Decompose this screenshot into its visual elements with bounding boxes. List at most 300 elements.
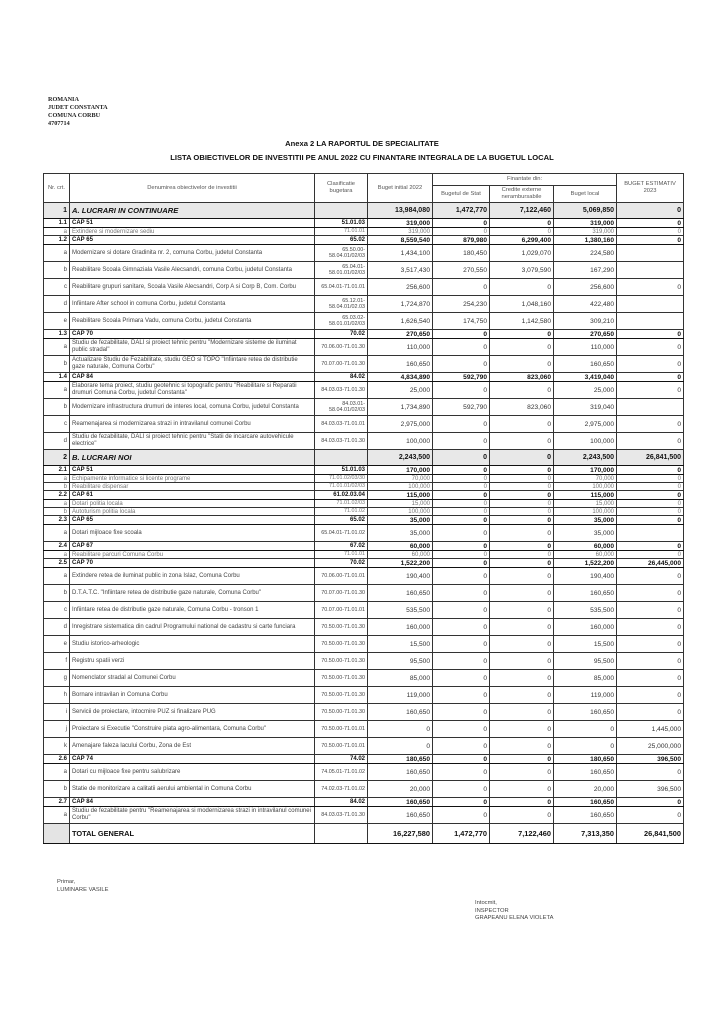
prepared-name: GRAPEANU ELENA VIOLETA (475, 915, 554, 921)
row-local-budget: 256,600 (554, 279, 617, 296)
row-local-budget: 15,000 (554, 500, 617, 508)
row-initial-budget: 85,000 (368, 670, 433, 687)
row-name: CAP 67 (70, 542, 315, 551)
row-classification: 65.04.01-71.01.02 (315, 525, 368, 542)
row-name: CAP 70 (70, 559, 315, 568)
row-estimated-budget: 0 (617, 542, 684, 551)
row-external-credits: 0 (490, 704, 554, 721)
row-initial-budget: 25,000 (368, 382, 433, 399)
row-classification: 65.03.02-58.01.01/02/03 (315, 313, 368, 330)
row-name: Dotari mijloace fixe scoala (70, 525, 315, 542)
row-name: Studiu de fezabilitate, DALI si proiect tehnic pentru "Modernizare sisteme de iluminat public stradal" (70, 339, 315, 356)
row-name: CAP 61 (70, 491, 315, 500)
row-name: Modernizare si dotare Gradinita nr. 2, comuna Corbu, judetul Constanta (70, 245, 315, 262)
row-estimated-budget (617, 296, 684, 313)
row-initial-budget: 0 (368, 738, 433, 755)
row-estimated-budget: 0 (617, 228, 684, 236)
row-state-budget: 1,472,770 (433, 203, 490, 219)
document-header (48, 96, 108, 128)
row-initial-budget: 35,000 (368, 525, 433, 542)
row-state-budget: 592,790 (433, 373, 490, 382)
row-state-budget: 0 (433, 559, 490, 568)
row-estimated-budget: 0 (617, 500, 684, 508)
row-external-credits: 0 (490, 339, 554, 356)
table-row (44, 483, 684, 491)
row-name: Registru spatii verzi (70, 653, 315, 670)
row-initial-budget: 70,000 (368, 475, 433, 483)
row-initial-budget: 319,000 (368, 228, 433, 236)
row-estimated-budget (617, 525, 684, 542)
table-row (44, 653, 684, 670)
row-name: Modernizare infrastructura drumuri de interes local, comuna Corbu, judetul Constanta (70, 399, 315, 416)
row-external-credits: 0 (490, 330, 554, 339)
table-row (44, 738, 684, 755)
prepared-label: Intocmit, (475, 900, 497, 906)
row-initial-budget: 1,434,100 (368, 245, 433, 262)
row-state-budget: 0 (433, 228, 490, 236)
row-number: 2.7 (44, 798, 70, 807)
row-classification: 74.02.03-71.01.02 (315, 781, 368, 798)
row-estimated-budget: 0 (617, 764, 684, 781)
row-classification: 67.02 (315, 542, 368, 551)
header-estimated-budget: BUGET ESTIMATIV 2023 (617, 174, 684, 203)
row-external-credits: 0 (490, 356, 554, 373)
mayor-name: LUMINARE VASILE (57, 886, 109, 893)
header-state-budget: Bugetul de Stat (433, 186, 490, 203)
row-classification: 70.50.00-71.01.30 (315, 670, 368, 687)
row-classification: 84.03.01-58.04.01/02/03 (315, 399, 368, 416)
row-external-credits: 0 (490, 228, 554, 236)
row-estimated-budget: 0 (617, 653, 684, 670)
country: ROMANIA (48, 96, 79, 103)
row-number: 2 (44, 450, 70, 466)
row-external-credits: 0 (490, 475, 554, 483)
row-local-budget: 15,500 (554, 636, 617, 653)
row-initial-budget: 2,975,000 (368, 416, 433, 433)
commune: COMUNA CORBU (48, 112, 101, 119)
row-number: b (44, 356, 70, 373)
row-number: j (44, 721, 70, 738)
row-local-budget: 95,500 (554, 653, 617, 670)
row-state-budget: 592,790 (433, 399, 490, 416)
row-classification: 70.50.00-71.01.30 (315, 704, 368, 721)
row-local-budget: 115,000 (554, 491, 617, 500)
row-external-credits: 6,299,400 (490, 236, 554, 245)
row-name: A. LUCRARI IN CONTINUARE (70, 203, 315, 219)
row-estimated-budget: 26,841,500 (617, 450, 684, 466)
row-state-budget: 0 (433, 602, 490, 619)
row-state-budget: 270,550 (433, 262, 490, 279)
row-local-budget: 2,975,000 (554, 416, 617, 433)
prepared-by-signature (475, 900, 554, 923)
row-external-credits: 0 (490, 466, 554, 475)
row-estimated-budget: 0 (617, 636, 684, 653)
row-initial-budget: 0 (368, 721, 433, 738)
row-external-credits: 0 (490, 508, 554, 516)
row-local-budget: 309,210 (554, 313, 617, 330)
row-initial-budget: 35,000 (368, 516, 433, 525)
row-classification: 65.04.01-58.01.01/02/03 (315, 262, 368, 279)
row-external-credits: 0 (490, 483, 554, 491)
table-row (44, 551, 684, 559)
row-external-credits: 0 (490, 525, 554, 542)
row-initial-budget: 160,650 (368, 798, 433, 807)
row-number: b (44, 262, 70, 279)
table-row (44, 339, 684, 356)
row-state-budget: 0 (433, 339, 490, 356)
section-row (44, 450, 684, 466)
row-number: a (44, 228, 70, 236)
row-external-credits: 0 (490, 500, 554, 508)
row-external-credits: 0 (490, 653, 554, 670)
row-state-budget: 0 (433, 807, 490, 824)
row-state-budget: 180,450 (433, 245, 490, 262)
row-classification: 70.50.00-71.01.30 (315, 653, 368, 670)
row-state-budget: 0 (433, 382, 490, 399)
row-local-budget: 60,000 (554, 542, 617, 551)
row-estimated-budget: 0 (617, 219, 684, 228)
row-local-budget: 100,000 (554, 483, 617, 491)
row-estimated-budget: 0 (617, 356, 684, 373)
row-local-budget: 160,650 (554, 585, 617, 602)
row-classification: 61.02.03.04 (315, 491, 368, 500)
row-local-budget: 35,000 (554, 525, 617, 542)
row-classification: 70.50.00-71.01.30 (315, 619, 368, 636)
row-state-budget: 0 (433, 653, 490, 670)
row-classification: 70.50.00-71.01.30 (315, 636, 368, 653)
table-row (44, 433, 684, 450)
total-local: 7,313,350 (554, 824, 617, 844)
row-local-budget: 422,480 (554, 296, 617, 313)
row-state-budget: 0 (433, 568, 490, 585)
table-row (44, 764, 684, 781)
row-name: Autoturism politia locala (70, 508, 315, 516)
table-row (44, 245, 684, 262)
row-local-budget: 270,650 (554, 330, 617, 339)
row-external-credits: 823,060 (490, 373, 554, 382)
row-name: Reabilitare Scoala Primara Vadu, comuna Corbu, judetul Constanta (70, 313, 315, 330)
row-number: 2.5 (44, 559, 70, 568)
row-number: 1.2 (44, 236, 70, 245)
row-name: CAP 65 (70, 236, 315, 245)
row-classification: 70.07.00-71.01.30 (315, 356, 368, 373)
row-number: e (44, 313, 70, 330)
row-classification (315, 450, 368, 466)
row-initial-budget: 60,000 (368, 551, 433, 559)
row-local-budget: 70,000 (554, 475, 617, 483)
row-number: 2.1 (44, 466, 70, 475)
row-state-budget: 0 (433, 279, 490, 296)
mayor-title: Primar, (57, 879, 76, 885)
table-row (44, 416, 684, 433)
row-classification: 70.50.00-71.01.30 (315, 687, 368, 704)
row-state-budget: 0 (433, 500, 490, 508)
prepared-role: INSPECTOR (475, 907, 509, 914)
row-number: a (44, 500, 70, 508)
table-row (44, 602, 684, 619)
row-initial-budget: 170,000 (368, 466, 433, 475)
row-initial-budget: 1,626,540 (368, 313, 433, 330)
row-name: Reabilitare Scoala Gimnaziala Vasile Alecsandri, comuna Corbu, judetul Constanta (70, 262, 315, 279)
row-estimated-budget: 0 (617, 551, 684, 559)
row-estimated-budget: 0 (617, 475, 684, 483)
row-name: Amenajare faleza lacului Corbu, Zona de Est (70, 738, 315, 755)
row-estimated-budget: 0 (617, 585, 684, 602)
row-estimated-budget: 0 (617, 670, 684, 687)
row-estimated-budget: 0 (617, 619, 684, 636)
row-classification: 71.01.01/02/03 (315, 483, 368, 491)
row-number: 2.4 (44, 542, 70, 551)
row-number: f (44, 653, 70, 670)
row-number: b (44, 399, 70, 416)
row-number: a (44, 764, 70, 781)
row-name: CAP 51 (70, 466, 315, 475)
row-classification: 84.03.03-71.01.30 (315, 382, 368, 399)
header-classification: Clasificatie bugetara (315, 174, 368, 203)
total-row (44, 824, 684, 844)
header-initial-budget: Buget initial 2022 (368, 174, 433, 203)
row-number: 2.2 (44, 491, 70, 500)
row-estimated-budget: 0 (617, 279, 684, 296)
row-estimated-budget: 0 (617, 203, 684, 219)
row-state-budget: 0 (433, 356, 490, 373)
row-name: Dotari cu mijloace fixe pentru salubrizare (70, 764, 315, 781)
row-state-budget: 0 (433, 542, 490, 551)
row-initial-budget: 115,000 (368, 491, 433, 500)
row-local-budget: 319,000 (554, 219, 617, 228)
row-local-budget: 5,069,850 (554, 203, 617, 219)
row-state-budget: 879,980 (433, 236, 490, 245)
table-row (44, 721, 684, 738)
row-name: Statie de monitorizare a calitatii aerului ambiental in Comuna Corbu (70, 781, 315, 798)
row-initial-budget: 535,500 (368, 602, 433, 619)
chapter-row (44, 516, 684, 525)
row-local-budget: 160,650 (554, 704, 617, 721)
row-name: CAP 84 (70, 373, 315, 382)
row-number: h (44, 687, 70, 704)
row-state-budget: 0 (433, 466, 490, 475)
row-external-credits: 0 (490, 619, 554, 636)
row-classification: 70.06.00-71.01.01 (315, 568, 368, 585)
row-name: Inregistrare sistematica din cadrul Programului national de cadastru si carte funciara (70, 619, 315, 636)
row-estimated-budget (617, 262, 684, 279)
row-external-credits: 0 (490, 687, 554, 704)
row-classification: 84.02 (315, 798, 368, 807)
row-name: CAP 84 (70, 798, 315, 807)
row-initial-budget: 1,734,890 (368, 399, 433, 416)
row-name: Reabilitare parcuri Comuna Corbu (70, 551, 315, 559)
row-name: Reabilitare grupuri sanitare, Scoala Vasile Alecsandri, Corp A si Corp B, Com. Corbu (70, 279, 315, 296)
row-local-budget: 319,040 (554, 399, 617, 416)
row-state-budget: 0 (433, 219, 490, 228)
row-estimated-budget: 0 (617, 508, 684, 516)
row-initial-budget: 160,650 (368, 764, 433, 781)
row-external-credits: 0 (490, 602, 554, 619)
row-number: e (44, 636, 70, 653)
row-state-budget: 0 (433, 619, 490, 636)
row-initial-budget: 100,000 (368, 483, 433, 491)
row-estimated-budget (617, 399, 684, 416)
row-local-budget: 1,380,160 (554, 236, 617, 245)
row-number: b (44, 508, 70, 516)
row-state-budget: 0 (433, 551, 490, 559)
row-local-budget: 1,522,200 (554, 559, 617, 568)
row-classification: 70.07.00-71.01.30 (315, 585, 368, 602)
header-name: Denumirea obiectivelor de investitii (70, 174, 315, 203)
row-estimated-budget: 396,500 (617, 755, 684, 764)
chapter-row (44, 798, 684, 807)
header-local-budget: Buget local (554, 186, 617, 203)
row-estimated-budget: 0 (617, 798, 684, 807)
row-classification: 70.50.00-71.01.01 (315, 721, 368, 738)
row-external-credits: 0 (490, 416, 554, 433)
row-number: 1.4 (44, 373, 70, 382)
row-number: a (44, 245, 70, 262)
row-local-budget: 100,000 (554, 433, 617, 450)
row-name: Studiu de fezabilitate, DALI si proiect tehnic pentru "Statii de incarcare autovehicule electrice" (70, 433, 315, 450)
row-state-budget: 0 (433, 508, 490, 516)
row-local-budget: 167,290 (554, 262, 617, 279)
total-estimated: 26,841,500 (617, 824, 684, 844)
row-classification: 65.12.01-58.04.01/02.03 (315, 296, 368, 313)
table-row (44, 508, 684, 516)
row-name: Nomenclator stradal al Comunei Corbu (70, 670, 315, 687)
row-estimated-budget: 396,500 (617, 781, 684, 798)
table-row (44, 296, 684, 313)
row-estimated-budget: 0 (617, 807, 684, 824)
row-estimated-budget: 0 (617, 433, 684, 450)
row-initial-budget: 1,724,870 (368, 296, 433, 313)
row-external-credits: 1,142,580 (490, 313, 554, 330)
row-estimated-budget: 0 (617, 516, 684, 525)
row-local-budget: 2,243,500 (554, 450, 617, 466)
row-initial-budget: 160,650 (368, 704, 433, 721)
row-number: c (44, 279, 70, 296)
header-financed-from: Finantate din: (433, 174, 617, 186)
row-name: B. LUCRARI NOI (70, 450, 315, 466)
row-estimated-budget: 0 (617, 466, 684, 475)
row-local-budget: 224,580 (554, 245, 617, 262)
row-external-credits: 0 (490, 551, 554, 559)
row-number: 1 (44, 203, 70, 219)
row-classification: 70.50.00-71.01.01 (315, 738, 368, 755)
row-estimated-budget: 0 (617, 704, 684, 721)
annex-title: Anexa 2 LA RAPORTUL DE SPECIALITATE (285, 139, 439, 148)
row-name: Elaborare tema proiect, studiu geotehnic si topografic pentru "Reabilitare si Reparatii drumuri Comuna Corbu, judetul Constanta" (70, 382, 315, 399)
row-state-budget: 0 (433, 491, 490, 500)
row-external-credits: 0 (490, 491, 554, 500)
row-external-credits: 0 (490, 636, 554, 653)
row-external-credits: 0 (490, 450, 554, 466)
table-row (44, 228, 684, 236)
row-local-budget: 0 (554, 738, 617, 755)
row-local-budget: 160,650 (554, 798, 617, 807)
row-local-budget: 3,419,040 (554, 373, 617, 382)
row-external-credits: 0 (490, 755, 554, 764)
row-state-budget: 254,230 (433, 296, 490, 313)
row-estimated-budget: 0 (617, 602, 684, 619)
section-row (44, 203, 684, 219)
row-number: a (44, 568, 70, 585)
row-name: Studiu istorico-arheologic (70, 636, 315, 653)
row-classification: 84.03.03-71.01.30 (315, 807, 368, 824)
row-estimated-budget: 0 (617, 483, 684, 491)
chapter-row (44, 373, 684, 382)
total-initial: 16,227,580 (368, 824, 433, 844)
total-label: TOTAL GENERAL (70, 824, 315, 844)
row-initial-budget: 270,650 (368, 330, 433, 339)
row-classification: 84.03.03-71.01.30 (315, 433, 368, 450)
chapter-row (44, 330, 684, 339)
row-state-budget: 0 (433, 738, 490, 755)
row-classification: 71.01.02/03 (315, 500, 368, 508)
row-external-credits: 7,122,460 (490, 203, 554, 219)
row-name: CAP 74 (70, 755, 315, 764)
row-state-budget: 0 (433, 704, 490, 721)
chapter-row (44, 542, 684, 551)
row-name: CAP 65 (70, 516, 315, 525)
row-local-budget: 85,000 (554, 670, 617, 687)
row-classification: 74.05.01-71.01.02 (315, 764, 368, 781)
table-row (44, 585, 684, 602)
table-row (44, 525, 684, 542)
row-state-budget: 0 (433, 475, 490, 483)
table-row (44, 262, 684, 279)
row-initial-budget: 160,650 (368, 585, 433, 602)
row-name: Servicii de proiectare, intocmire PUZ si finalizare PUG (70, 704, 315, 721)
row-number: d (44, 433, 70, 450)
header-external-credits: Credite externe nerambursabile (490, 186, 554, 203)
row-initial-budget: 1,522,200 (368, 559, 433, 568)
document-title: LISTA OBIECTIVELOR DE INVESTITII PE ANUL 2022 CU FINANTARE INTEGRALA DE LA BUGETUL LOCAL (170, 153, 554, 162)
row-state-budget: 0 (433, 330, 490, 339)
row-initial-budget: 15,000 (368, 500, 433, 508)
row-external-credits: 0 (490, 382, 554, 399)
table-row (44, 356, 684, 373)
row-external-credits: 0 (490, 433, 554, 450)
row-external-credits: 0 (490, 670, 554, 687)
row-estimated-budget: 0 (617, 687, 684, 704)
row-number: b (44, 483, 70, 491)
table-row (44, 382, 684, 399)
chapter-row (44, 491, 684, 500)
row-external-credits: 0 (490, 764, 554, 781)
row-state-budget: 174,750 (433, 313, 490, 330)
row-external-credits: 3,079,590 (490, 262, 554, 279)
row-initial-budget: 256,600 (368, 279, 433, 296)
row-state-budget: 0 (433, 416, 490, 433)
table-row (44, 475, 684, 483)
row-estimated-budget (617, 245, 684, 262)
table-row (44, 687, 684, 704)
row-external-credits: 823,060 (490, 399, 554, 416)
row-number: 1.1 (44, 219, 70, 228)
row-local-budget: 190,400 (554, 568, 617, 585)
row-local-budget: 160,650 (554, 764, 617, 781)
row-number: d (44, 619, 70, 636)
row-number: g (44, 670, 70, 687)
row-classification: 51.01.03 (315, 466, 368, 475)
row-classification (315, 203, 368, 219)
row-initial-budget: 160,650 (368, 356, 433, 373)
row-initial-budget: 180,650 (368, 755, 433, 764)
row-estimated-budget: 0 (617, 382, 684, 399)
row-name: Dotari politia locala (70, 500, 315, 508)
row-state-budget: 0 (433, 525, 490, 542)
table-row (44, 500, 684, 508)
row-number: a (44, 551, 70, 559)
row-classification: 65.50.00-58.04.01/02/03 (315, 245, 368, 262)
